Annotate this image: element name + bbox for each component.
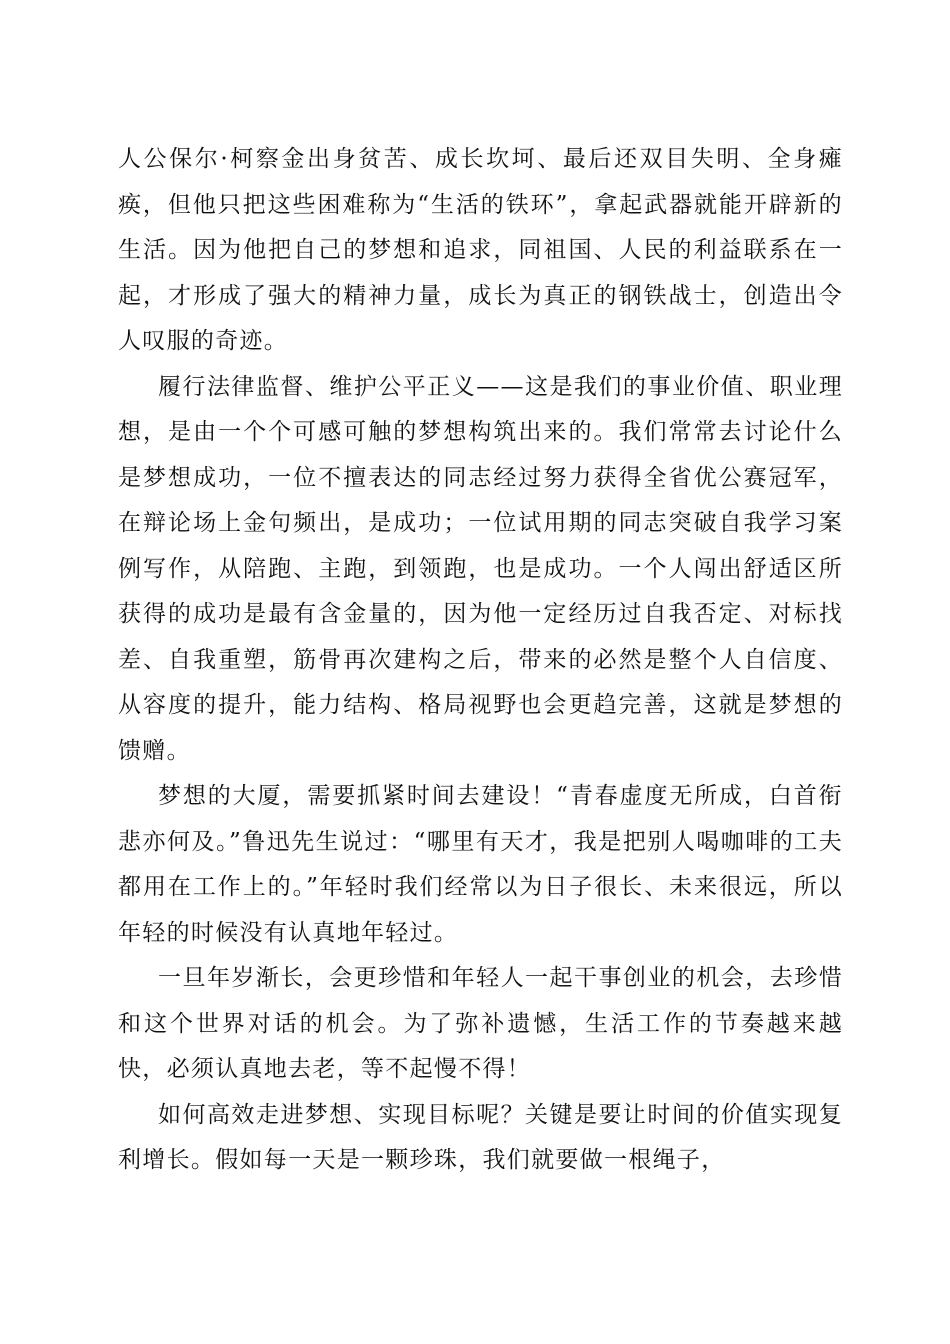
paragraph-growing-older: 一旦年岁渐长，会更珍惜和年轻人一起干事创业的机会，去珍惜和这个世界对话的机会。为了弥补遗憾，生活工作的节奏越来越快，必须认真地去老，等不起慢不得！	[118, 965, 843, 1082]
document-body	[118, 137, 843, 1184]
paragraph-dream-building: 梦想的大厦，需要抓紧时间去建设！“青春虚度无所成，白首衔悲亦何及。”鲁迅先生说过：“哪里有天才，我是把别人喝咖啡的工夫都用在工作上的。”年轻时我们经常以为日子很长、未来很远，所以年轻的时候没有认真地年轻过。	[118, 783, 843, 946]
paragraph-legal-supervision: 履行法律监督、维护公平正义——这是我们的事业价值、职业理想，是由一个个可感可触的梦想构筑出来的。我们常常去讨论什么是梦想成功，一位不擅表达的同志经过努力获得全省优公赛冠军，在辩论场上金句频出，是成功；一位试用期的同志突破自我学习案例写作，从陪跑、主跑，到领跑，也是成功。一个人闯出舒适区所获得的成功是最有含金量的，因为他一定经历过自我否定、对标找差、自我重塑，筋骨再次建构之后，带来的必然是整个人自信度、从容度的提升，能力结构、格局视野也会更趋完善，这就是梦想的馈赠。	[118, 373, 843, 764]
paragraph-continuation: 人公保尔·柯察金出身贫苦、成长坎坷、最后还双目失明、全身瘫痪，但他只把这些困难称为“生活的铁环”，拿起武器就能开辟新的生活。因为他把自己的梦想和追求，同祖国、人民的利益联系在一起，才形成了强大的精神力量，成长为真正的钢铁战士，创造出令人叹服的奇迹。	[118, 146, 843, 354]
paragraph-compound-growth: 如何高效走进梦想、实现目标呢？关键是要让时间的价值实现复利增长。假如每一天是一颗珍珠，我们就要做一根绳子，	[118, 1101, 843, 1173]
